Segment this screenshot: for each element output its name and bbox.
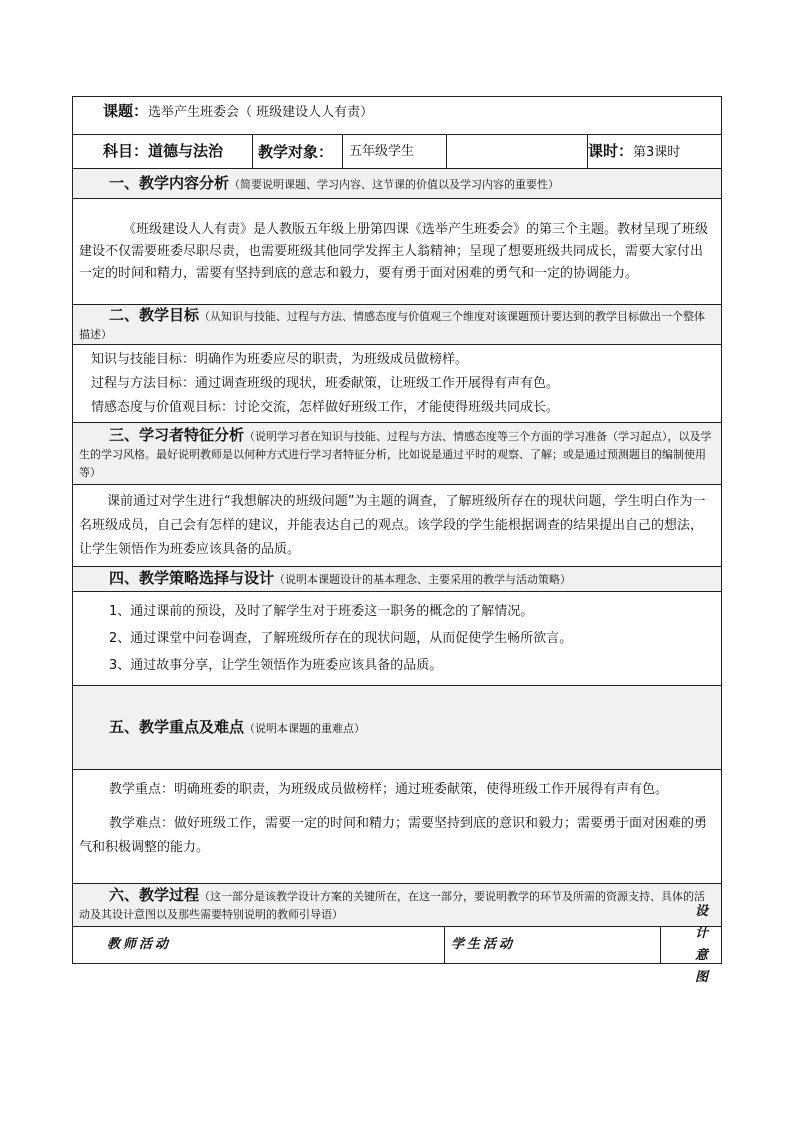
section1-header [73,169,722,199]
goal-attitude: 情感态度与价值观目标：讨论交流，怎样做好班级工作，才能使得班级共同成长。 [91,399,560,415]
strategy-item-1: 1、通过课前的预设，及时了解学生对于班委这一职务的概念的了解情况。 [109,604,534,619]
section3-body: 课前通过对学生进行“我想解决的班级问题”为主题的调查，了解班级所存在的现状问题，学生明白作为一名班级成员，自己会有怎样的建议，并能表达自己的观点。该学段的学生能根据调查的结果提出自己的想法，让学生领悟作为班委应该具备的品质。 [73,485,722,567]
section4-note: （说明本课题设计的基本理念、主要采用的教学与活动策略） [274,573,572,586]
section4-body [73,592,722,686]
col-design-label: 设计意图 [695,904,712,985]
goal-knowledge: 知识与技能目标：明确作为班委应尽的职责，为班级成员做榜样。 [91,351,469,367]
topic-row [73,97,722,135]
col-group [445,904,722,985]
section1-body: 《班级建设人人有责》是人教版五年级上册第四课《选举产生班委会》的第三个主题。教材呈现了班级建设不仅需要班委尽职尽责，也需要班级其他同学发挥主人翁精神；呈现了想要班级共同成长，需要大家付出一定的时间和精力，需要有坚持到底的意志和毅力，要有勇于面对困难的勇气和一定的协调能力。 [73,199,722,305]
audience-label: 教学对象： [258,142,334,161]
hours-cell [588,135,722,169]
topic-value: 选举产生班委会（ 班级建设人人有责） [148,105,374,120]
hours-value: 第3课时 [633,144,681,160]
subject-cell [73,135,253,169]
subject-label: 科目： [103,141,149,160]
section2-note: （从知识与技能、过程与方法、情感态度与价值观三个维度对该课题预计要达到的教学目标做出一个整体描述） [79,309,706,341]
col-student-label: 学生活动 [451,937,516,952]
col-teacher-activity [73,927,445,964]
section4-title: 四、教学策略选择与设计 [109,569,275,587]
key-point: 教学重点：明确班委的职责，为班级成员做榜样；通过班委献策，使得班级工作开展得有声有色。 [109,782,669,797]
section2-body [73,345,722,423]
audience-value: 五年级学生 [349,143,415,159]
section3-header [73,423,722,485]
subject-value: 道德与法治 [148,141,224,160]
section3-note: （说明学习者在知识与技能、过程与方法、情感态度等三个方面的学习准备（学习起点），以及学生的学习风格。最好说明教师是以何种方式进行学习者特征分析，比如说是通过平时的观察、了解；或是通过预测题目的编制使用等） [79,429,712,479]
strategy-item-2: 2、通过课堂中问卷调查，了解班级所存在的现状问题，从而促使学生畅所欲言。 [109,631,573,646]
goal-process: 过程与方法目标：通过调查班级的现状，班委献策，让班级工作开展得有声有色。 [91,375,560,391]
section5-title: 五、教学重点及难点 [109,717,245,736]
section3-title: 三、学习者特征分析 [109,425,245,444]
section1-title: 一、教学内容分析 [109,173,230,192]
lesson-plan-table [72,96,722,985]
section2-title: 二、教学目标 [109,305,200,324]
section5-header [73,686,722,770]
section5-body [73,770,722,884]
section2-header [73,305,722,345]
audience-cell [253,135,588,169]
section1-note: （简要说明课题、学习内容、这节课的价值以及学习内容的重要性） [229,177,560,191]
hours-label: 课时： [588,141,634,160]
section6-note: （这一部分是该教学设计方案的关键所在，在这一部分，要说明教学的环节及所需的资源支持、具体的活动及其设计意图以及那些需要特别说明的教师引导语） [79,890,706,921]
col-teacher-label: 教师活动 [107,937,172,952]
strategy-item-3: 3、通过故事分享，让学生领悟作为班委应该具备的品质。 [109,658,443,673]
section5-note: （说明本课题的重难点） [244,721,366,735]
section6-title: 六、教学过程 [109,886,200,904]
lesson-plan-sheet [72,96,721,985]
section4-header [73,567,722,592]
difficult-point: 教学难点：做好班级工作，需要一定的时间和精力；需要坚持到底的意识和毅力；需要勇于面对困难的勇气和积极调整的能力。 [79,816,708,855]
topic-label: 课题： [103,102,149,120]
section6-header [73,884,722,927]
